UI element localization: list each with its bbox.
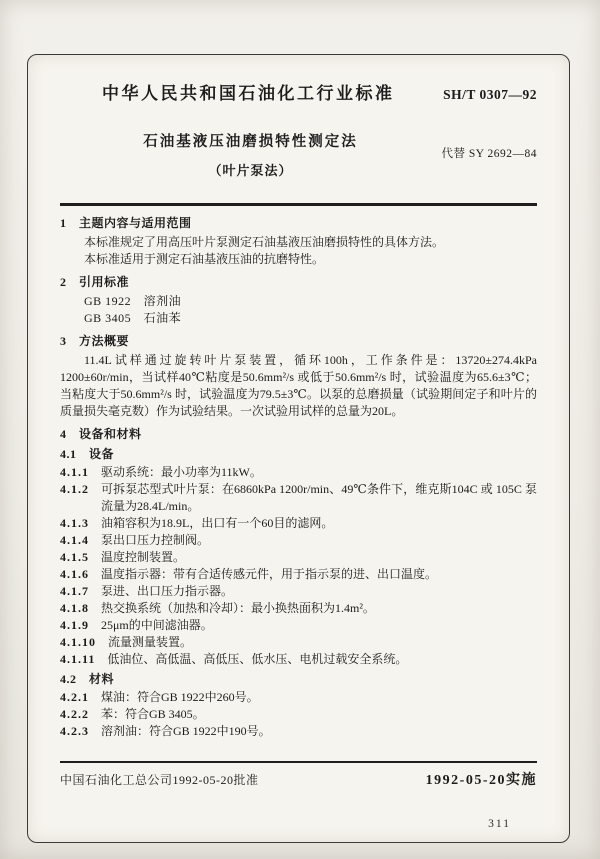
standard-org-title: 中华人民共和国石油化工行业标准 <box>102 84 395 103</box>
implementation-date: 1992-05-20实施 <box>425 773 537 788</box>
clause-line <box>60 566 537 583</box>
clause-number: 4.1.10 <box>60 634 96 649</box>
clause-text: 低油位、高低温、高低压、低水压、电机过载安全系统。 <box>107 651 408 666</box>
equipment-clause-list <box>60 464 537 668</box>
section-4-heading: 4 设备和材料 <box>60 426 142 441</box>
clause-text: 油箱容积为18.9L，出口有一个60目的滤网。 <box>101 515 334 530</box>
reference-item-2: GB 3405 石油苯 <box>84 310 182 325</box>
clause-line <box>60 634 537 651</box>
clause-text: 热交换系统（加热和冷却）：最小换热面积为1.4m²。 <box>101 600 375 615</box>
document-title: 石油基液压油磨损特性测定法 <box>143 134 358 150</box>
title-block <box>60 130 537 179</box>
clause-line <box>60 706 537 723</box>
clause-number: 4.1.7 <box>60 583 89 598</box>
section-4-2-heading: 4.2 材料 <box>60 671 115 686</box>
standard-header <box>60 79 537 104</box>
clause-text: 溶剂油：符合GB 1922中190号。 <box>101 723 271 738</box>
clause-number: 4.1.9 <box>60 617 89 632</box>
clause-number: 4.1.5 <box>60 549 89 564</box>
clause-text: 驱动系统：最小功率为11kW。 <box>101 464 262 479</box>
clause-line <box>60 617 537 634</box>
clause-text: 煤油：符合GB 1922中260号。 <box>101 689 259 704</box>
standard-code: SH/T 0307—92 <box>443 87 537 102</box>
section-3-heading: 3 方法概要 <box>60 333 130 348</box>
clause-line <box>60 600 537 617</box>
clause-number: 4.2.1 <box>60 689 89 704</box>
section-2-heading: 2 引用标准 <box>60 274 130 289</box>
clause-line <box>60 464 537 481</box>
footer-row <box>60 769 537 789</box>
clause-number: 4.2.3 <box>60 723 89 738</box>
clause-line <box>60 481 537 515</box>
clause-number: 4.1.8 <box>60 600 89 615</box>
clause-number: 4.1.3 <box>60 515 89 530</box>
section-1-paragraph-2: 本标准适用于测定石油基液压油的抗磨特性。 <box>84 251 325 266</box>
header-divider <box>60 203 537 206</box>
document-footer <box>60 761 537 790</box>
clause-number: 4.1.6 <box>60 566 89 581</box>
replaces-note: 代替 SY 2692—84 <box>441 148 537 160</box>
section-1-paragraph-1: 本标准规定了用高压叶片泵测定石油基液压油磨损特性的具体方法。 <box>84 234 445 249</box>
clause-line <box>60 689 537 706</box>
clause-line <box>60 549 537 566</box>
clause-line <box>60 532 537 549</box>
reference-item-1: GB 1922 溶剂油 <box>84 293 182 308</box>
clause-line <box>60 723 537 740</box>
clause-text: 温度控制装置。 <box>101 549 186 564</box>
clause-text: 泵进、出口压力指示器。 <box>101 583 234 598</box>
clause-line <box>60 515 537 532</box>
clause-text: 25μm的中间滤油器。 <box>101 617 213 632</box>
clause-number: 4.1.11 <box>60 651 96 666</box>
clause-number: 4.2.2 <box>60 706 89 721</box>
approval-note: 中国石油化工总公司1992-05-20批准 <box>60 773 259 787</box>
clause-text: 苯：符合GB 3405。 <box>101 706 205 721</box>
footer-divider <box>60 761 537 764</box>
clause-number: 4.1.1 <box>60 464 89 479</box>
document-body <box>60 215 537 740</box>
clause-text: 泵出口压力控制阀。 <box>101 532 210 547</box>
document-subtitle: （叶片泵法） <box>208 163 293 178</box>
section-1-heading: 1 主题内容与适用范围 <box>60 215 192 230</box>
clause-text: 可拆泵芯型式叶片泵：在6860kPa 1200r/min、49℃条件下，维克斯104C 或 105C 泵流量为28.4L/min。 <box>101 481 537 513</box>
clause-line <box>60 583 537 600</box>
page-border <box>27 54 570 843</box>
clause-number: 4.1.2 <box>60 481 89 496</box>
page-content <box>28 55 569 842</box>
material-clause-list <box>60 689 537 740</box>
page-number: 311 <box>488 818 511 830</box>
clause-text: 流量测量装置。 <box>108 634 193 649</box>
section-4-1-heading: 4.1 设备 <box>60 446 115 461</box>
clause-line <box>60 651 537 668</box>
section-3-paragraph: 11.4L试样通过旋转叶片泵装置，循环100h，工作条件是：13720±274.4kPa 1200±60r/min，当试样40℃粘度是50.6mm²/s 或低于50.6mm²/s 时，试验温度为65.6±3℃；当粘度大于50.6mm²/s 时，试验温度为79.5±3℃。以泵的总磨损量（试验期间定子和叶片的质量损失毫克数）作为试验结果。一次试验用试样的总量为20L。 <box>60 352 537 418</box>
clause-number: 4.1.4 <box>60 532 89 547</box>
clause-text: 温度指示器：带有合适传感元件，用于指示泵的进、出口温度。 <box>101 566 438 581</box>
